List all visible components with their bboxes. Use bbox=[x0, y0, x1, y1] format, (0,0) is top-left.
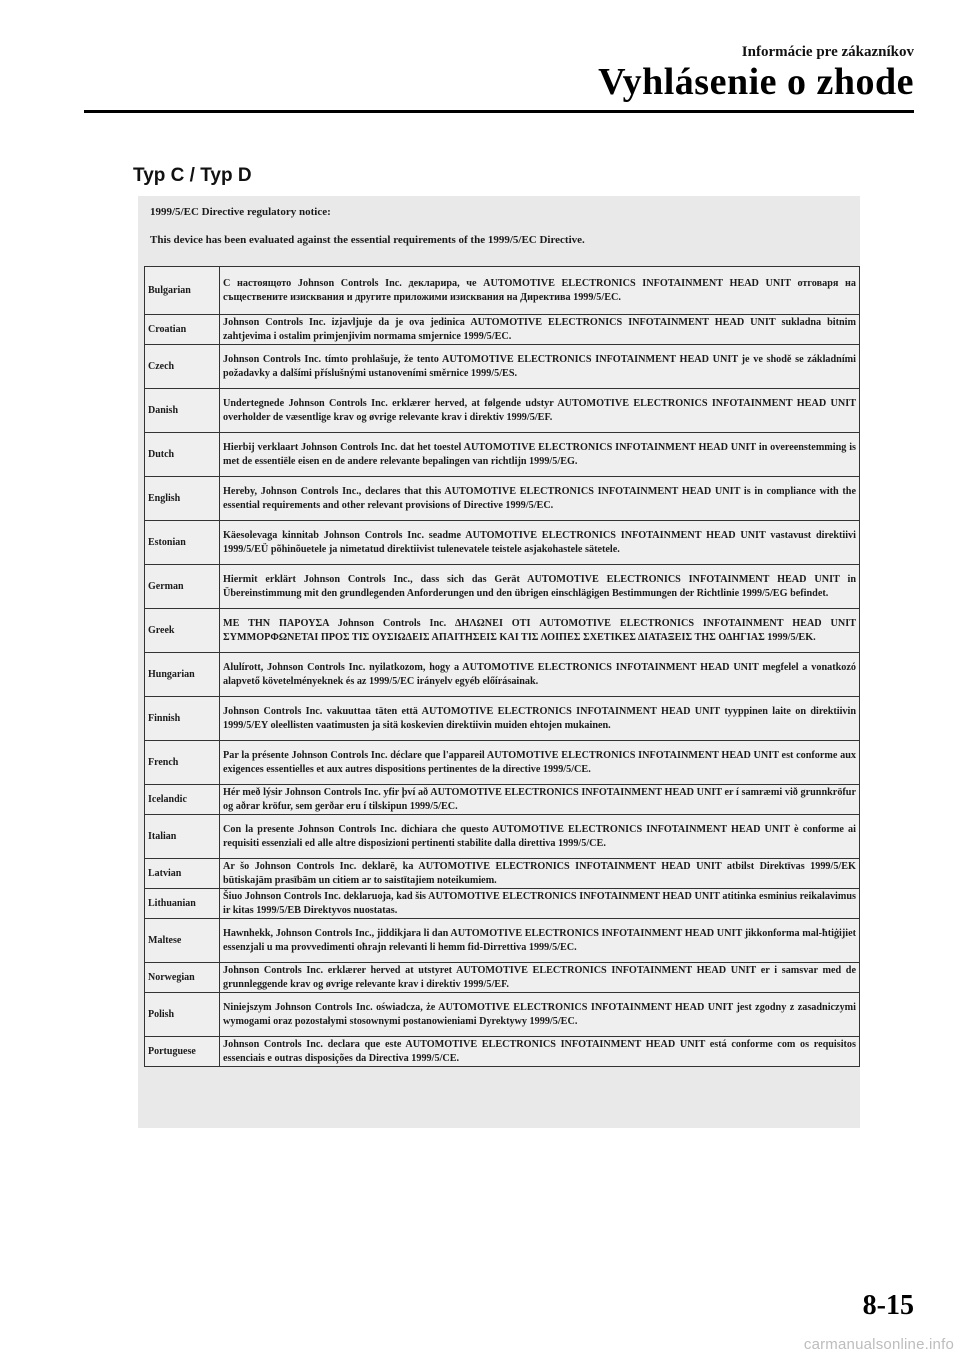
declaration-text-cell: Hereby, Johnson Controls Inc., declares that this AUTOMOTIVE ELECTRONICS INFOTAINMENT HEAD UNIT is in compliance with the essential requirements and other relevant provisions of Directive 1999/5/EC. bbox=[220, 477, 860, 521]
table-row bbox=[145, 477, 860, 521]
table-row bbox=[145, 963, 860, 993]
table-row bbox=[145, 653, 860, 697]
declaration-text-cell: Hér með lýsir Johnson Controls Inc. yfir því að AUTOMOTIVE ELECTRONICS INFOTAINMENT HEAD UNIT er í samræmi við grunnkröfur og aðrar kröfur, sem gerðar eru í tilskipun 1999/5/EC. bbox=[220, 785, 860, 815]
page-title: Vyhlásenie o zhode bbox=[598, 61, 914, 103]
table-row bbox=[145, 521, 860, 565]
header-divider bbox=[84, 110, 914, 113]
table-row bbox=[145, 741, 860, 785]
table-row bbox=[145, 859, 860, 889]
declaration-text-cell: Alulírott, Johnson Controls Inc. nyilatkozom, hogy a AUTOMOTIVE ELECTRONICS INFOTAINMENT HEAD UNIT megfelel a vonatkozó alapvető követelményeknek és az 1999/5/EC irányelv egyéb előírásainak. bbox=[220, 653, 860, 697]
table-row bbox=[145, 345, 860, 389]
table-row bbox=[145, 785, 860, 815]
table-row bbox=[145, 389, 860, 433]
declaration-text-cell: Ar šo Johnson Controls Inc. deklarē, ka AUTOMOTIVE ELECTRONICS INFOTAINMENT HEAD UNIT atbilst Direktīvas 1999/5/EK būtiskajām prasībām un citiem ar to saistītajiem noteikumiem. bbox=[220, 859, 860, 889]
table-row bbox=[145, 609, 860, 653]
language-cell: Lithuanian bbox=[145, 889, 220, 919]
language-cell: Maltese bbox=[145, 919, 220, 963]
watermark: carmanualsonline.info bbox=[803, 1336, 954, 1353]
language-cell: Dutch bbox=[145, 433, 220, 477]
language-cell: Italian bbox=[145, 815, 220, 859]
language-cell: English bbox=[145, 477, 220, 521]
language-cell: Bulgarian bbox=[145, 267, 220, 315]
table-row bbox=[145, 1037, 860, 1067]
language-cell: Finnish bbox=[145, 697, 220, 741]
language-cell: Latvian bbox=[145, 859, 220, 889]
table-row bbox=[145, 815, 860, 859]
declaration-text-cell: ΜΕ ΤΗΝ ΠΑΡΟΥΣΑ Johnson Controls Inc. ΔΗΛΩΝΕΙ ΟΤΙ AUTOMOTIVE ELECTRONICS INFOTAINMENT HEAD UNIT ΣΥΜΜΟΡΦΩΝΕΤΑΙ ΠΡΟΣ ΤΙΣ ΟΥΣΙΩΔΕΙΣ ΑΠΑΙΤΗΣΕΙΣ ΚΑΙ ΤΙΣ ΛΟΙΠΕΣ ΣΧΕΤΙΚΕΣ ΔΙΑΤΑΞΕΙΣ ΤΗΣ ΟΔΗΓΙΑΣ 1999/5/ΕΚ. bbox=[220, 609, 860, 653]
declaration-text-cell: Con la presente Johnson Controls Inc. dichiara che questo AUTOMOTIVE ELECTRONICS INFOTAINMENT HEAD UNIT è conforme ai requisiti essenziali ed alle altre disposizioni pertinenti stabilite dalla direttiva 1999/5/CE. bbox=[220, 815, 860, 859]
language-cell: Norwegian bbox=[145, 963, 220, 993]
table-row bbox=[145, 697, 860, 741]
table-row bbox=[145, 889, 860, 919]
notice-title: 1999/5/EC Directive regulatory notice: bbox=[150, 206, 331, 218]
section-title: Typ C / Typ D bbox=[133, 165, 252, 186]
language-cell: Icelandic bbox=[145, 785, 220, 815]
declaration-text-cell: Šiuo Johnson Controls Inc. deklaruoja, kad šis AUTOMOTIVE ELECTRONICS INFOTAINMENT HEAD UNIT atitinka esminius reikalavimus ir kitas 1999/5/EB Direktyvos nuostatas. bbox=[220, 889, 860, 919]
language-cell: German bbox=[145, 565, 220, 609]
language-cell: Danish bbox=[145, 389, 220, 433]
table-row bbox=[145, 565, 860, 609]
declaration-text-cell: Johnson Controls Inc. tímto prohlašuje, že tento AUTOMOTIVE ELECTRONICS INFOTAINMENT HEAD UNIT je ve shodě se základními požadavky a dalšími příslušnými ustanoveními směrnice 1999/5/ES. bbox=[220, 345, 860, 389]
table-row bbox=[145, 993, 860, 1037]
declaration-text-cell: Par la présente Johnson Controls Inc. déclare que l'appareil AUTOMOTIVE ELECTRONICS INFOTAINMENT HEAD UNIT est conforme aux exigences essentielles et aux autres dispositions pertinentes de la directive 1999/5/CE. bbox=[220, 741, 860, 785]
language-cell: Polish bbox=[145, 993, 220, 1037]
language-cell: Croatian bbox=[145, 315, 220, 345]
declaration-text-cell: Hierbij verklaart Johnson Controls Inc. dat het toestel AUTOMOTIVE ELECTRONICS INFOTAINMENT HEAD UNIT in overeenstemming is met de essentiële eisen en de andere relevante bepalingen van richtlijn 1999/5/EG. bbox=[220, 433, 860, 477]
language-cell: Portuguese bbox=[145, 1037, 220, 1067]
language-cell: Estonian bbox=[145, 521, 220, 565]
language-cell: Greek bbox=[145, 609, 220, 653]
declaration-text-cell: Hiermit erklärt Johnson Controls Inc., dass sich das Gerät AUTOMOTIVE ELECTRONICS INFOTAINMENT HEAD UNIT in Übereinstimmung mit den grundlegenden Anforderungen und den übrigen einschlägigen Bestimmungen der Richtlinie 1999/5/EG befindet. bbox=[220, 565, 860, 609]
declaration-text-cell: Hawnhekk, Johnson Controls Inc., jiddikjara li dan AUTOMOTIVE ELECTRONICS INFOTAINMENT HEAD UNIT jikkonforma mal-ħtiġijiet essenzjali u ma provvedimenti oħrajn relevanti li hemm fid-Dirrettiva 1999/5/EC. bbox=[220, 919, 860, 963]
declaration-text-cell: Undertegnede Johnson Controls Inc. erklærer herved, at følgende udstyr AUTOMOTIVE ELECTRONICS INFOTAINMENT HEAD UNIT overholder de væsentlige krav og øvrige relevante krav i direktiv 1999/5/EF. bbox=[220, 389, 860, 433]
declaration-table bbox=[144, 266, 860, 1067]
language-cell: Hungarian bbox=[145, 653, 220, 697]
declaration-text-cell: Johnson Controls Inc. izjavljuje da je ova jedinica AUTOMOTIVE ELECTRONICS INFOTAINMENT HEAD UNIT sukladna bitnim zahtjevima i ostalim primjenjivim normama smjernice 1999/5/EC. bbox=[220, 315, 860, 345]
declaration-text-cell: Käesolevaga kinnitab Johnson Controls Inc. seadme AUTOMOTIVE ELECTRONICS INFOTAINMENT HEAD UNIT vastavust direktiivi 1999/5/EÜ põhinõuetele ja nimetatud direktiivist tulenevatele teistele asjakohastele sätetele. bbox=[220, 521, 860, 565]
language-cell: French bbox=[145, 741, 220, 785]
declaration-text-cell: Johnson Controls Inc. declara que este AUTOMOTIVE ELECTRONICS INFOTAINMENT HEAD UNIT está conforme com os requisitos essenciais e outras disposições da Directiva 1999/5/CE. bbox=[220, 1037, 860, 1067]
header-subtitle: Informácie pre zákazníkov bbox=[741, 44, 914, 60]
notice-intro: This device has been evaluated against the essential requirements of the 1999/5/EC Directive. bbox=[150, 234, 585, 246]
declaration-text-cell: Johnson Controls Inc. vakuuttaa täten että AUTOMOTIVE ELECTRONICS INFOTAINMENT HEAD UNIT tyyppinen laite on direktiivin 1999/5/EY oleellisten vaatimusten ja sitä koskevien direktiivin muiden ehtojen mukainen. bbox=[220, 697, 860, 741]
page-number: 8-15 bbox=[862, 1290, 914, 1321]
declaration-text-cell: Johnson Controls Inc. erklærer herved at utstyret AUTOMOTIVE ELECTRONICS INFOTAINMENT HEAD UNIT er i samsvar med de grunnleggende krav og øvrige relevante krav i direktiv 1999/5/EF. bbox=[220, 963, 860, 993]
regulatory-notice-image bbox=[138, 196, 860, 1128]
declaration-table-body bbox=[145, 267, 860, 1067]
table-row bbox=[145, 267, 860, 315]
language-cell: Czech bbox=[145, 345, 220, 389]
declaration-text-cell: Niniejszym Johnson Controls Inc. oświadcza, że AUTOMOTIVE ELECTRONICS INFOTAINMENT HEAD UNIT jest zgodny z zasadniczymi wymogami oraz pozostałymi stosownymi postanowieniami Dyrektywy 1999/5/EC. bbox=[220, 993, 860, 1037]
table-row bbox=[145, 315, 860, 345]
declaration-text-cell: С настоящото Johnson Controls Inc. декларира, че AUTOMOTIVE ELECTRONICS INFOTAINMENT HEAD UNIT отговаря на съществените изисквания и другите приложими изисквания на Директива 1999/5/ЕС. bbox=[220, 267, 860, 315]
table-row bbox=[145, 919, 860, 963]
table-row bbox=[145, 433, 860, 477]
